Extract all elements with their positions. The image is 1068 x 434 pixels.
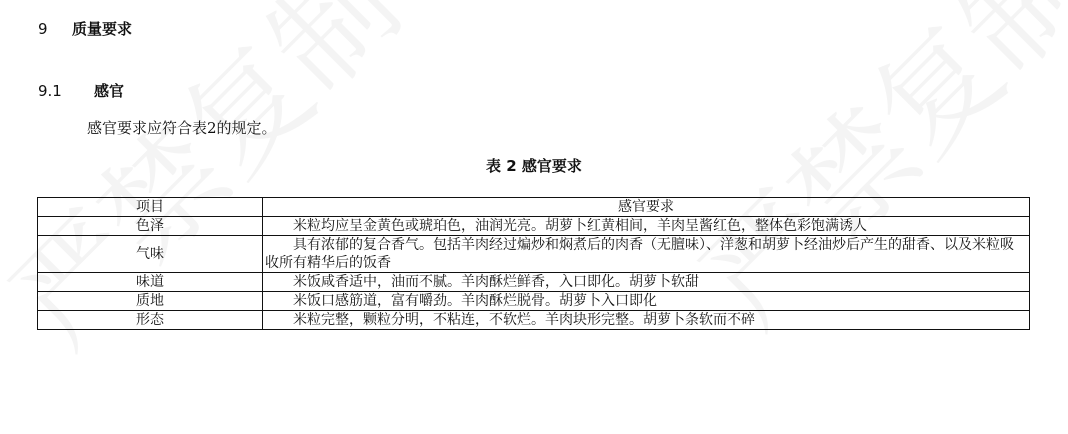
body-paragraph: 感官要求应符合表2的规定。 (87, 119, 277, 137)
table-caption: 表 2 感官要求 (486, 157, 582, 175)
row-item: 色泽 (38, 217, 263, 236)
table-row (38, 273, 1030, 292)
row-item: 质地 (38, 292, 263, 311)
row-item: 形态 (38, 311, 263, 330)
subsection-number: 9.1 (38, 82, 62, 100)
row-requirement: 米饭口感筋道，富有嚼劲。羊肉酥烂脱骨。胡萝卜入口即化 (263, 292, 1030, 311)
subsection-heading (38, 80, 124, 101)
row-requirement: 具有浓郁的复合香气。包括羊肉经过煸炒和焖煮后的肉香（无膻味）、洋葱和胡萝卜经油炒后产生的甜香、以及米粒吸收所有精华后的饭香 (263, 236, 1030, 273)
table-row (38, 236, 1030, 273)
table-row (38, 311, 1030, 330)
sensory-requirements-table (37, 197, 1030, 330)
column-header-item: 项目 (38, 198, 263, 217)
row-item: 气味 (38, 236, 263, 273)
section-number: 9 (38, 20, 48, 38)
table-row (38, 292, 1030, 311)
row-requirement: 米粒均应呈金黄色或琥珀色，油润光亮。胡萝卜红黄相间，羊肉呈酱红色，整体色彩饱满诱人 (263, 217, 1030, 236)
table-row (38, 217, 1030, 236)
column-header-requirement: 感官要求 (263, 198, 1030, 217)
section-heading (38, 18, 132, 39)
subsection-title: 感官 (94, 82, 125, 100)
row-item: 味道 (38, 273, 263, 292)
row-requirement: 米粒完整，颗粒分明，不粘连，不软烂。羊肉块形完整。胡萝卜条软而不碎 (263, 311, 1030, 330)
table-header-row (38, 198, 1030, 217)
section-title: 质量要求 (72, 20, 133, 38)
row-requirement: 米饭咸香适中，油而不腻。羊肉酥烂鲜香，入口即化。胡萝卜软甜 (263, 273, 1030, 292)
